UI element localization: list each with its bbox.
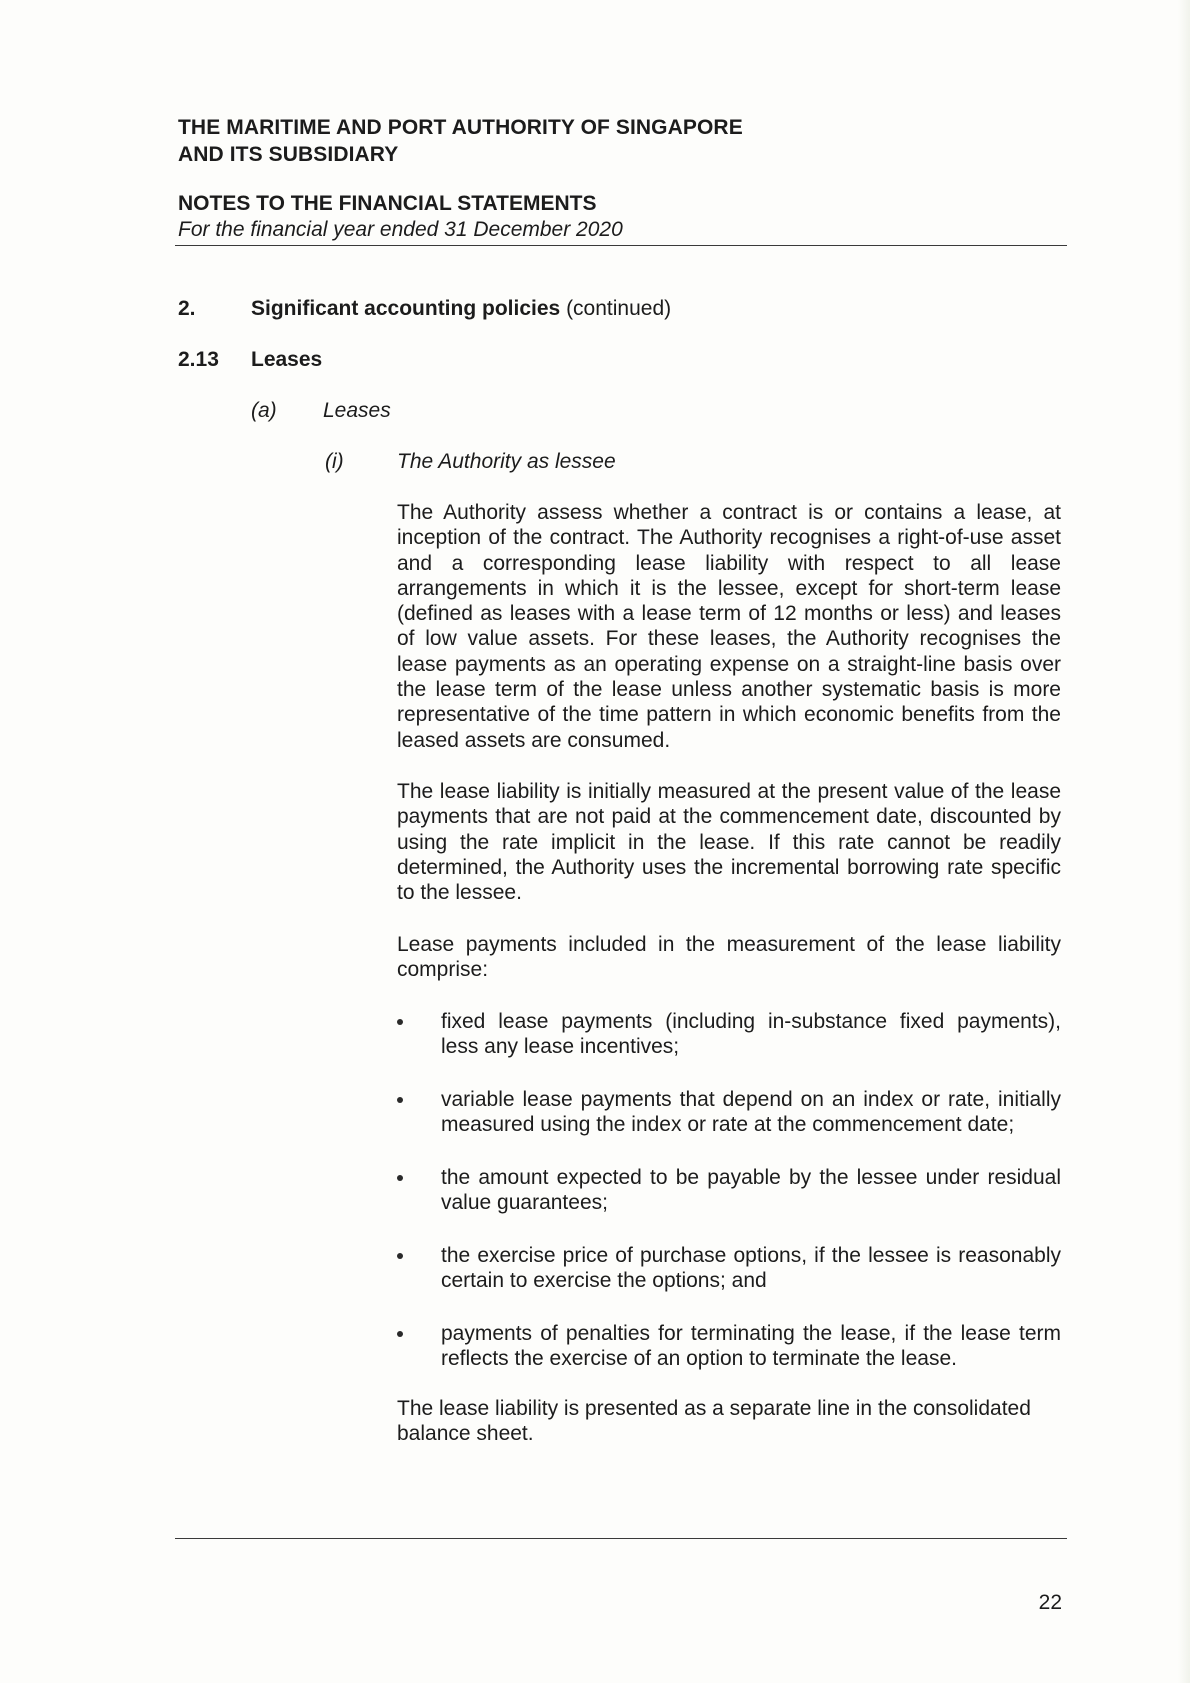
bullet-icon [397,1097,403,1103]
section-continued-note: (continued) [566,297,672,320]
section-heading [251,296,951,322]
page-edge-shading [1178,0,1190,1683]
item-i-label: (i) [325,450,344,473]
bullet-text: payments of penalties for terminating the lease, if the lease term reflects the exercise of an option to terminate the lease. [441,1322,1061,1371]
bullet-icon [397,1253,403,1259]
bullet-icon [397,1175,403,1181]
list-item [397,1243,1061,1294]
paragraph-lease-liability-presentation: The lease liability is presented as a separate line in the consolidated balance sheet. [397,1397,1031,1446]
organization-name-line-2: AND ITS SUBSIDIARY [178,143,399,166]
bullet-text: the amount expected to be payable by the lessee under residual value guarantees; [441,1166,1061,1215]
header-divider [175,245,1067,246]
list-item [397,1009,1061,1060]
financial-period: For the financial year ended 31 December 2020 [178,218,623,241]
bullet-text: fixed lease payments (including in-substance fixed payments), less any lease incentives; [441,1010,1061,1059]
paragraph-lessee-recognition: The Authority assess whether a contract is or contains a lease, at inception of the contract. The Authority recognises a right-of-use asset and a corresponding lease liability with respect to all lease arrangements in which it is the lessee, except for short-term lease (defined as leases with a lease term of 12 months or less) and leases of low value assets. For these leases, the Authority recognises the lease payments as an operating expense on a straight-line basis over the lease term of the lease unless another systematic basis is more representative of the time pattern in which economic benefits from the leased assets are consumed. [397,501,1061,752]
notes-title: NOTES TO THE FINANCIAL STATEMENTS [178,192,597,215]
subsection-number: 2.13 [178,348,219,371]
bullet-icon [397,1019,403,1025]
item-i-title: The Authority as lessee [397,450,616,473]
list-item [397,1321,1061,1372]
bullet-icon [397,1331,403,1337]
item-a-label: (a) [251,399,277,422]
subsection-title: Leases [251,348,323,371]
list-item [397,1087,1061,1138]
section-title: Significant accounting policies [251,297,561,320]
organization-name-line-1: THE MARITIME AND PORT AUTHORITY OF SINGAPORE [178,116,743,139]
list-item [397,1165,1061,1216]
page-number: 22 [1038,1591,1062,1614]
bullet-text: the exercise price of purchase options, if the lessee is reasonably certain to exercise the options; and [441,1244,1061,1293]
section-number: 2. [178,297,196,320]
bullet-text: variable lease payments that depend on an index or rate, initially measured using the index or rate at the commencement date; [441,1088,1061,1137]
footer-divider [175,1538,1067,1539]
paragraph-lease-liability-measurement: The lease liability is initially measured at the present value of the lease payments that are not paid at the commencement date, discounted by using the rate implicit in the lease. If this rate cannot be readily determined, the Authority uses the incremental borrowing rate specific to the lessee. [397,780,1061,905]
item-a-title: Leases [323,399,391,422]
paragraph-lease-payments-intro: Lease payments included in the measurement of the lease liability comprise: [397,933,1061,982]
document-header [178,114,1066,243]
